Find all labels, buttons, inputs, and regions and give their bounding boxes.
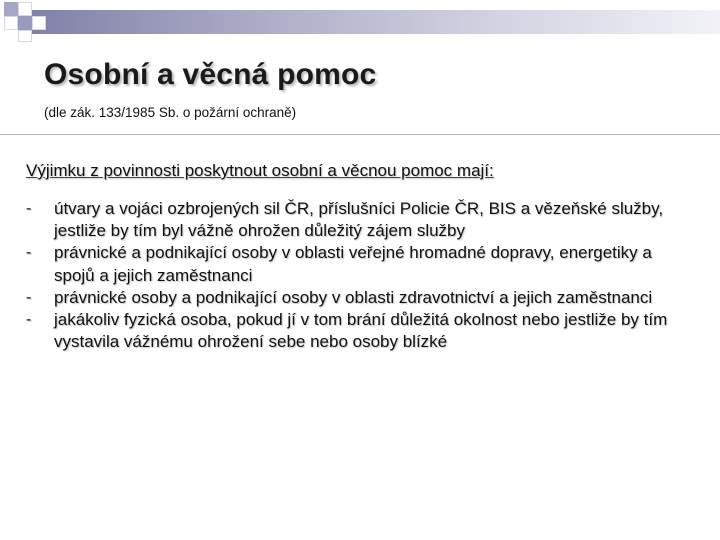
list-item-text: právnické a podnikající osoby v oblasti veřejné hromadné dopravy, energetiky a spojů a jejich zaměstnanci <box>54 243 652 285</box>
list-item <box>26 242 676 286</box>
list-item <box>26 198 676 242</box>
decorative-square <box>18 30 32 42</box>
intro-heading: Výjimku z povinnosti poskytnout osobní a věcnou pomoc mají: <box>26 161 494 180</box>
decorative-square <box>18 16 32 30</box>
decorative-square <box>4 16 18 30</box>
slide-title: Osobní a věcná pomoc <box>44 58 377 91</box>
exemption-list <box>26 198 676 353</box>
list-item <box>26 287 676 309</box>
list-item-text: útvary a vojáci ozbrojených sil ČR, příslušníci Policie ČR, BIS a vězeňské služby, jestliže by tím byl vážně ohrožen důležitý zájem služby <box>54 199 664 241</box>
list-item-text: jakákoliv fyzická osoba, pokud jí v tom brání důležitá okolnost nebo jestliže by tím vystavila vážnému ohrožení sebe nebo osoby blízké <box>54 310 668 352</box>
slide-subtitle: (dle zák. 133/1985 Sb. o požární ochraně) <box>44 105 297 120</box>
list-item-text: právnické osoby a podnikající osoby v oblasti zdravotnictví a jejich zaměstnanci <box>54 287 653 307</box>
header-gradient-bar <box>30 10 720 34</box>
bullet-dash: - <box>26 244 32 262</box>
bullet-dash: - <box>26 200 32 217</box>
decorative-square <box>32 16 46 30</box>
decorative-header-banner <box>0 0 720 45</box>
bullet-dash: - <box>26 288 32 306</box>
decorative-square <box>4 2 18 16</box>
title-divider <box>0 134 720 135</box>
bullet-dash: - <box>26 311 32 329</box>
list-item <box>26 309 676 353</box>
decorative-square <box>18 2 32 16</box>
